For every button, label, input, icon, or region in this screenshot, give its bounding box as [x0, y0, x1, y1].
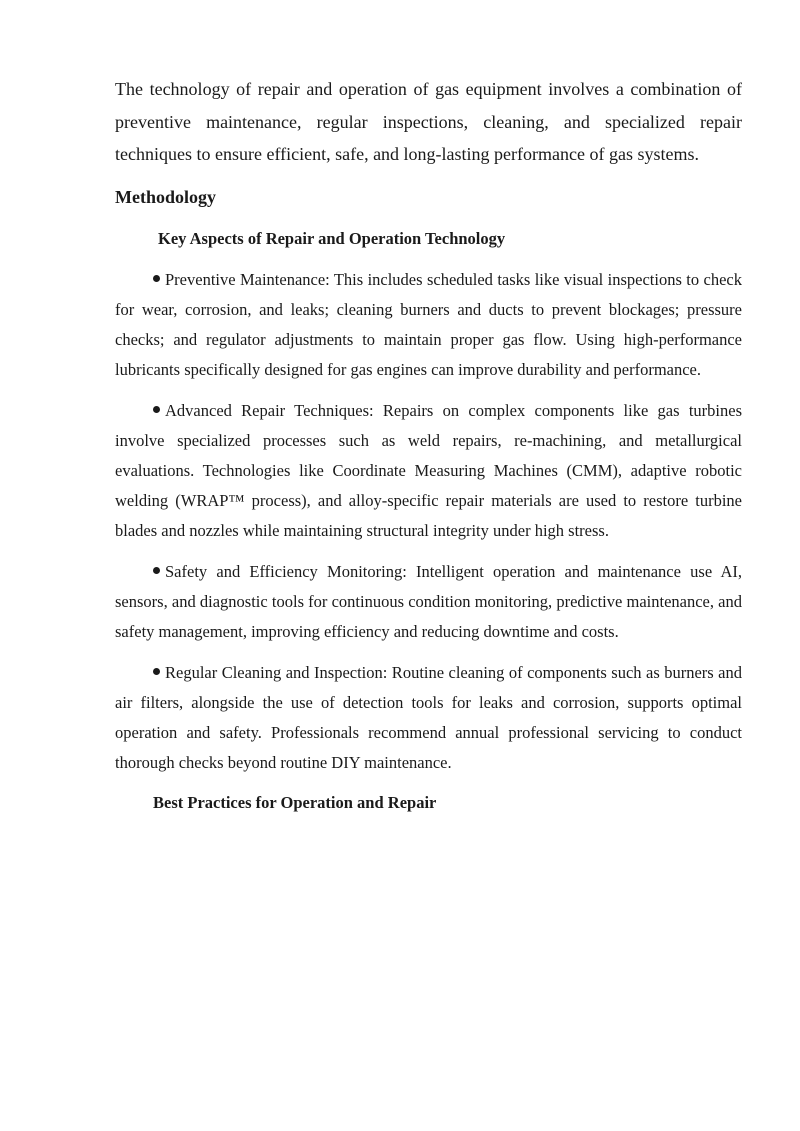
bullet-dot-icon	[153, 567, 160, 574]
bullet-item	[115, 265, 742, 385]
bullet-dot-icon	[153, 406, 160, 413]
bullet-item	[115, 396, 742, 546]
bullet-text: Advanced Repair Techniques: Repairs on complex components like gas turbines involve specialized processes such as weld repairs, re-machining, and metallurgical evaluations. Technologies like Coordinate Measuring Machines (CMM), adaptive robotic welding (WRAP™ process), and alloy-specific repair materials are used to restore turbine blades and nozzles while maintaining structural integrity under high stress.	[115, 400, 742, 540]
methodology-heading: Methodology	[115, 186, 216, 207]
bullet-text: Preventive Maintenance: This includes scheduled tasks like visual inspections to check for wear, corrosion, and leaks; cleaning burners and ducts to prevent blockages; pressure checks; and regulator adjustments to maintain proper gas flow. Using high-performance lubricants specifically designed for gas engines can improve durability and performance.	[115, 269, 742, 379]
bullet-dot-icon	[153, 668, 160, 675]
bullet-item	[115, 658, 742, 778]
intro-paragraph: The technology of repair and operation of gas equipment involves a combination of preventive maintenance, regular inspections, cleaning, and specialized repair techniques to ensure efficient, safe, and long-lasting performance of gas systems.	[115, 79, 742, 164]
bullet-text: Regular Cleaning and Inspection: Routine cleaning of components such as burners and air filters, alongside the use of detection tools for leaks and corrosion, supports optimal operation and safety. Professionals recommend annual professional servicing to conduct thorough checks beyond routine DIY maintenance.	[115, 662, 742, 772]
key-aspects-heading: Key Aspects of Repair and Operation Technology	[158, 228, 506, 248]
best-practices-heading: Best Practices for Operation and Repair	[153, 792, 437, 812]
bullet-text: Safety and Efficiency Monitoring: Intelligent operation and maintenance use AI, sensors, and diagnostic tools for continuous condition monitoring, predictive maintenance, and safety management, improving efficiency and reducing downtime and costs.	[115, 561, 742, 641]
bullet-item	[115, 557, 742, 647]
bullet-dot-icon	[153, 275, 160, 282]
